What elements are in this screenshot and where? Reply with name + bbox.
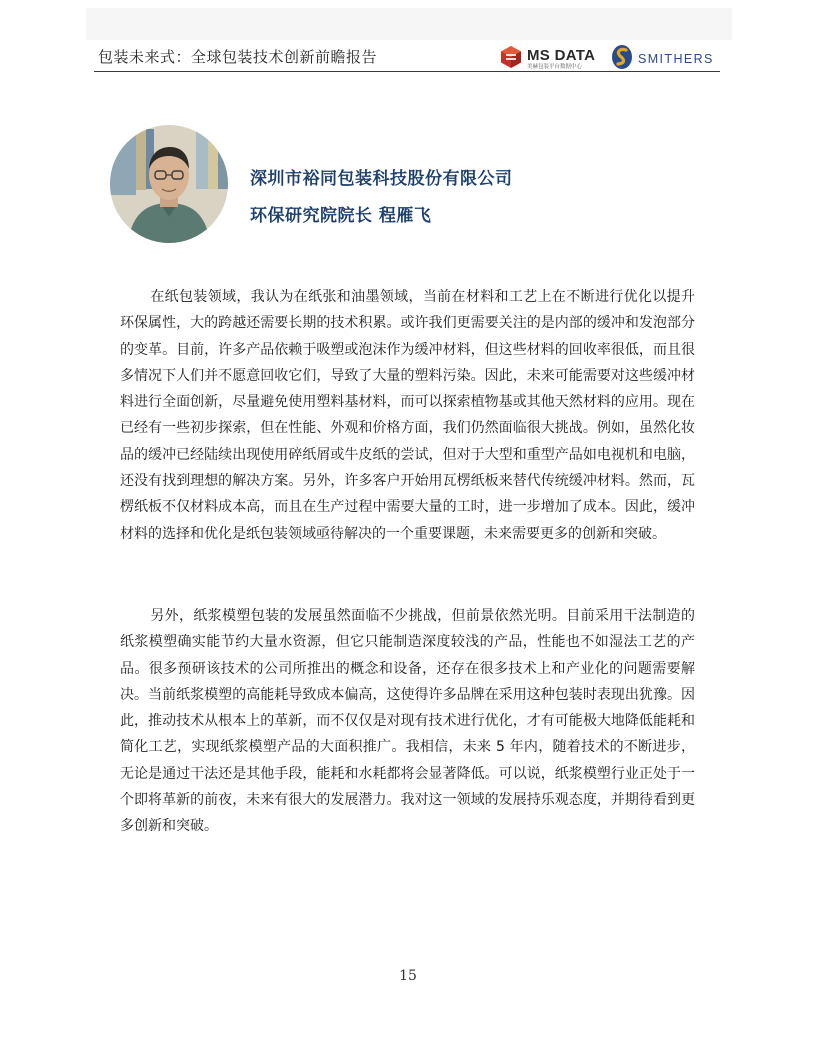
body-paragraph bbox=[120, 603, 695, 840]
ms-data-logo-name: MS DATA bbox=[527, 46, 596, 64]
ms-data-cube-logo-icon bbox=[499, 45, 523, 73]
ms-data-logo bbox=[499, 45, 595, 73]
top-band bbox=[86, 8, 732, 40]
interviewee-role-name: 环保研究院院长 程雁飞 bbox=[250, 206, 432, 226]
body-paragraph-text: 在纸包装领域，我认为在纸张和油墨领域，当前在材料和工艺上在不断进行优化以提升环保属性，大的跨越还需要长期的技术积累。或许我们更需要关注的是内部的缓冲和发泡部分的变革。目前，许多产品依赖于吸塑或泡沫作为缓冲材料，但这些材料的回收率很低，而且很多情况下人们并不愿意回收它们，导致了大量的塑料污染。因此，未来可能需要对这些缓冲材料进行全面创新，尽量避免使用塑料基材料，而可以探索植物基或其他天然材料的应用。现在已经有一些初步探索，但在性能、外观和价格方面，我们仍然面临很大挑战。例如，虽然化妆品的缓冲已经陆续出现使用碎纸屑或牛皮纸的尝试，但对于大型和重型产品如电视机和电脑，还没有找到理想的解决方案。另外，许多客户开始用瓦楞纸板来替代传统缓冲材料。然而，瓦楞纸板不仅材料成本高，而且在生产过程中需要大量的工时，进一步增加了成本。因此，缓冲材料的选择和优化是纸包装领域亟待解决的一个重要课题，未来需要更多的创新和突破。 bbox=[120, 289, 695, 542]
report-title: 包装未来式：全球包装技术创新前瞻报告 bbox=[98, 48, 378, 66]
header-divider bbox=[94, 71, 720, 72]
smithers-s-logo-icon bbox=[611, 44, 633, 74]
smithers-logo bbox=[611, 44, 714, 74]
smithers-logo-name: SMITHERS bbox=[638, 52, 714, 66]
body-paragraph-text: 另外，纸浆模塑包装的发展虽然面临不少挑战，但前景依然光明。目前采用干法制造的纸浆模塑确实能节约大量水资源，但它只能制造深度较浅的产品，性能也不如湿法工艺的产品。很多预研该技术的公司所推出的概念和设备，还存在很多技术上和产业化的问题需要解决。当前纸浆模塑的高能耗导致成本偏高，这使得许多品牌在采用这种包装时表现出犹豫。因此，推动技术从根本上的革新，而不仅仅是对现有技术进行优化，才有可能极大地降低能耗和简化工艺，实现纸浆模塑产品的大面积推广。我相信，未来 5 年内，随着技术的不断进步，无论是通过干法还是其他手段，能耗和水耗都将会显著降低。可以说，纸浆模塑行业正处于一个即将革新的前夜，未来有很大的发展潜力。我对这一领域的发展持乐观态度，并期待看到更多创新和突破。 bbox=[120, 608, 695, 835]
page-number: 15 bbox=[399, 968, 417, 984]
interviewee-organization: 深圳市裕同包装科技股份有限公司 bbox=[250, 169, 513, 189]
ms-data-logo-subtitle: 美赫包装平台数据中心 bbox=[527, 63, 583, 70]
person-portrait bbox=[110, 125, 228, 243]
body-paragraph bbox=[120, 284, 695, 547]
